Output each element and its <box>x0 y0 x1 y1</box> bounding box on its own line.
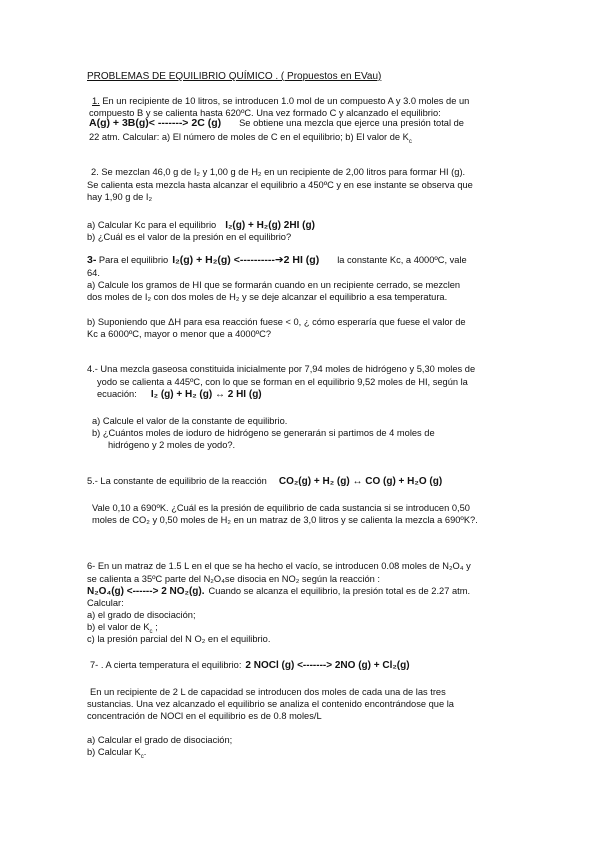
problem-4-question-b-line-2: hidrógeno y 2 moles de yodo?. <box>108 440 236 450</box>
problem-2-line-2: Se calienta esta mezcla hasta alcanzar el equilibrio a 450ºC y en ese instante se observa que <box>87 180 473 190</box>
problem-7-line-4: concentración de NOCl en el equilibrio es de 0.8 moles/L <box>87 711 322 721</box>
problem-6-question-a: a) el grado de disociación; <box>87 610 196 620</box>
problem-4-question-b-line-1: b) ¿Cuántos moles de ioduro de hidrógeno se generarán si partimos de 4 moles de <box>92 428 435 438</box>
problem-5-line-2: Vale 0,10 a 690ºK. ¿Cuál es la presión de equilibrio de cada sustancia si se introducen 0,50 <box>92 503 470 513</box>
problem-5-line-1: 5.- La constante de equilibrio de la reacción CO₂(g) + H₂ (g) ↔ CO (g) + H₂O (g) <box>87 476 443 487</box>
problem-7-question-b: b) Calcular $K_c$. <box>87 747 147 760</box>
page-title: PROBLEMAS DE EQUILIBRIO QUÍMICO . ( Propuestos en EVau) <box>87 71 382 82</box>
problem-2-line-1: 2. Se mezclan 46,0 g de I₂ y 1,00 g de H₂ en un recipiente de 2,00 litros para formar HI (g). <box>91 167 466 177</box>
problem-7-question-a: a) Calcular el grado de disociación; <box>87 735 233 745</box>
problem-1-line-4: 22 atm. Calcular: a) El número de moles de C en el equilibrio; b) El valor de $K_c$ <box>89 132 412 145</box>
problem-3-line-2: 64. <box>87 268 100 278</box>
problem-7-line-3: sustancias. Una vez alcanzado el equilibrio se analiza el contenido encontrándose que la <box>87 699 454 709</box>
problem-4-equation: I₂ (g) + H₂ (g) ↔ 2 HI (g) <box>150 389 262 400</box>
problem-5-equation: CO₂(g) + H₂ (g) ↔ CO (g) + H₂O (g) <box>278 476 443 487</box>
problem-4-question-a: a) Calcule el valor de la constante de equilibrio. <box>92 416 288 426</box>
problem-6-line-1: 6- En un matraz de 1.5 L en el que se ha hecho el vacío, se introducen 0.08 moles de N₂O₄ y <box>87 561 471 571</box>
problem-1-line-3: A(g) + 3B(g)< -------> 2C (g) Se obtiene una mezcla que ejerce una presión total de <box>89 117 464 129</box>
problem-2-equation: I₂(g) + H₂(g) 2HI (g) <box>225 220 315 231</box>
problem-7-line-1: 7- . A cierta temperatura el equilibrio: 2 NOCl (g) <-------> 2NO (g) + Cl₂(g) <box>90 660 410 671</box>
problem-3-b-line-1: b) Suponiendo que ΔH para esa reacción fuese < 0, ¿ cómo esperaría que fuese el valor de <box>87 317 466 327</box>
problem-5-line-3: moles de CO₂ y 0,50 moles de H₂ en un matraz de 3,0 litros y se calienta la mezcla a 690ºK?. <box>92 515 478 525</box>
problem-6-line-4: Calcular: <box>87 598 124 608</box>
problem-4-line-2: yodo se calienta a 445ºC, con lo que se forman en el equilibrio 9,52 moles de HI, según la <box>97 377 468 387</box>
problem-1-number: 1. <box>92 96 100 106</box>
problem-3-line-1: 3- Para el equilibrio I₂(g) + H₂(g) <----------➔2 HI (g) la constante Kc, a 4000ºC, vale <box>87 254 467 266</box>
problem-3-equation: I₂(g) + H₂(g) <----------➔2 HI (g) <box>172 254 320 266</box>
problem-3-number: 3- <box>87 254 97 266</box>
problem-4-line-3: ecuación: I₂ (g) + H₂ (g) ↔ 2 HI (g) <box>97 389 262 400</box>
problem-2-question-b: b) ¿Cuál es el valor de la presión en el equilibrio? <box>87 232 292 242</box>
problem-3-a-line-1: a) Calcule los gramos de HI que se formarán cuando en un recipiente cerrado, se mezclen <box>87 280 461 290</box>
problem-6-question-b: b) el valor de $K_c$ ; <box>87 622 158 635</box>
problem-7-line-2: En un recipiente de 2 L de capacidad se introducen dos moles de cada una de las tres <box>90 687 446 697</box>
problem-1-line-1: 1. En un recipiente de 10 litros, se introducen 1.0 mol de un compuesto A y 3.0 moles de un <box>92 96 470 106</box>
problem-4-line-1: 4.- Una mezcla gaseosa constituida inicialmente por 7,94 moles de hidrógeno y 5,30 moles de <box>87 364 476 374</box>
problem-6-equation: N₂O₄(g) <------> 2 NO₂(g). <box>87 586 205 597</box>
problem-2-line-3: hay 1,90 g de I₂ <box>87 192 153 202</box>
problem-3-a-line-2: dos moles de I₂ con dos moles de H₂ y se deje alcanzar el equilibrio a esa temperatura. <box>87 292 448 302</box>
problem-3-b-line-2: Kc a 6000ºC, mayor o menor que a 4000ºC? <box>87 329 272 339</box>
problem-6-line-2: se calienta a 35ºC parte del N₂O₄se disocia en NO₂ según la reacción : <box>87 574 380 584</box>
problem-6-line-3: N₂O₄(g) <------> 2 NO₂(g). Cuando se alcanza el equilibrio, la presión total es de 2.27 atm. <box>87 586 471 597</box>
problem-7-equation: 2 NOCl (g) <-------> 2NO (g) + Cl₂(g) <box>245 660 410 671</box>
problem-1-equation: A(g) + 3B(g)< -------> 2C (g) <box>89 117 222 129</box>
problem-2-question-a: a) Calcular Kc para el equilibrio I₂(g) + H₂(g) 2HI (g) <box>87 220 315 231</box>
problem-1-line-2: compuesto B y se calienta hasta 620ºC. Una vez formado C y alcanzado el equilibrio: <box>89 108 441 118</box>
problem-6-question-c: c) la presión parcial del N O₂ en el equilibrio. <box>87 634 271 644</box>
